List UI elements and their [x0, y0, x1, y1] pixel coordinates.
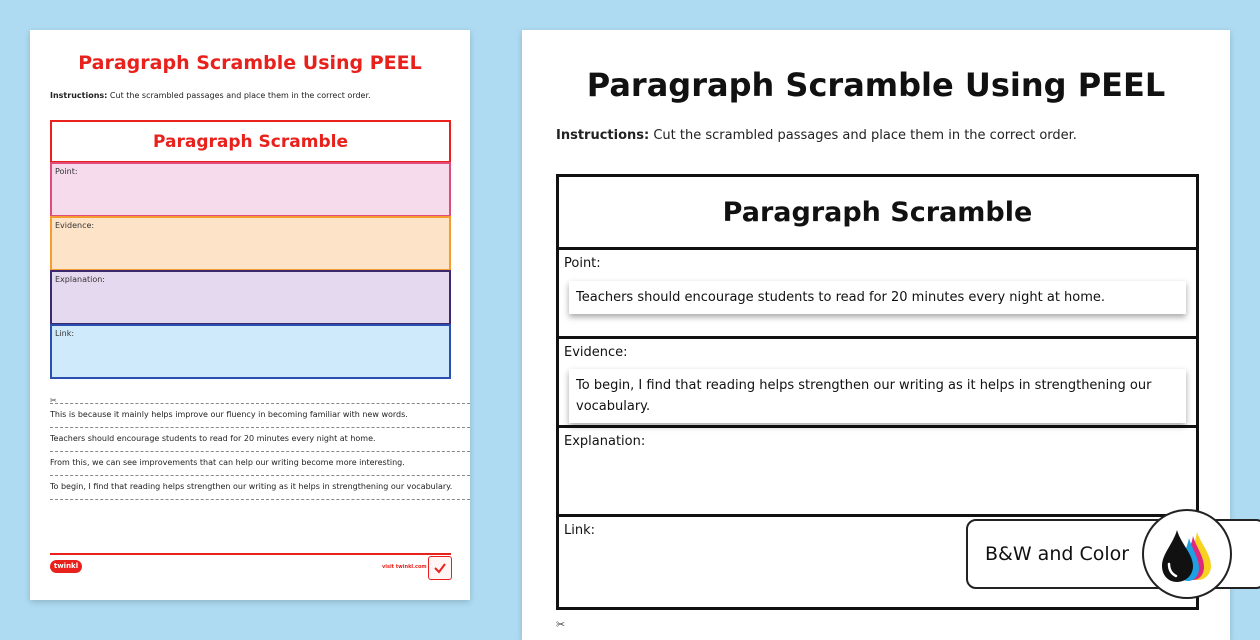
passage-card: To begin, I find that reading helps strengthen our writing as it helps in strengthening our vocabulary. — [569, 369, 1186, 423]
worksheet-title: Paragraph Scramble Using PEEL — [78, 52, 422, 74]
explanation-row: Explanation: — [50, 270, 451, 325]
twinkl-logo: twinkl — [50, 560, 82, 573]
badge-label: B&W and Color — [985, 543, 1130, 565]
peel-table — [50, 120, 451, 379]
scissors-icon: ✂ — [556, 618, 566, 631]
row-label: Explanation: — [564, 434, 646, 449]
table-heading: Paragraph Scramble — [50, 120, 451, 163]
scissors-icon: ✂ — [50, 396, 57, 405]
visit-link-text: visit twinkl.com — [382, 564, 427, 570]
instructions — [50, 91, 371, 100]
worksheet-title: Paragraph Scramble Using PEEL — [586, 66, 1166, 104]
instructions — [556, 128, 1077, 143]
footer-divider — [50, 553, 451, 555]
strip: To begin, I find that reading helps strengthen our writing as it helps in strengthening our vocabulary. — [50, 475, 470, 500]
strip: This is because it mainly helps improve our fluency in becoming familiar with new words. — [50, 403, 470, 427]
evidence-row: Evidence: — [50, 216, 451, 271]
color-worksheet-preview — [30, 30, 470, 600]
explanation-row — [559, 428, 1196, 517]
quality-badge-icon — [428, 556, 452, 580]
instructions-label: Instructions: — [50, 91, 108, 100]
bw-and-color-badge — [966, 519, 1260, 589]
link-row: Link: — [50, 324, 451, 379]
row-label: Link: — [564, 523, 596, 538]
instructions-text: Cut the scrambled passages and place them in the correct order. — [653, 128, 1077, 143]
row-label: Point: — [564, 256, 601, 271]
instructions-text: Cut the scrambled passages and place them in the correct order. — [109, 91, 371, 100]
passage-card: Teachers should encourage students to read for 20 minutes every night at home. — [569, 281, 1186, 314]
strip: Teachers should encourage students to read for 20 minutes every night at home. — [50, 427, 470, 451]
point-row — [559, 250, 1196, 339]
scrambled-strips — [50, 403, 470, 500]
row-label: Evidence: — [564, 345, 628, 360]
table-heading: Paragraph Scramble — [559, 177, 1196, 250]
ink-drops-icon — [1142, 509, 1232, 599]
evidence-row — [559, 339, 1196, 428]
strip: From this, we can see improvements that can help our writing become more interesting. — [50, 451, 470, 475]
point-row: Point: — [50, 162, 451, 217]
instructions-label: Instructions: — [556, 128, 650, 143]
